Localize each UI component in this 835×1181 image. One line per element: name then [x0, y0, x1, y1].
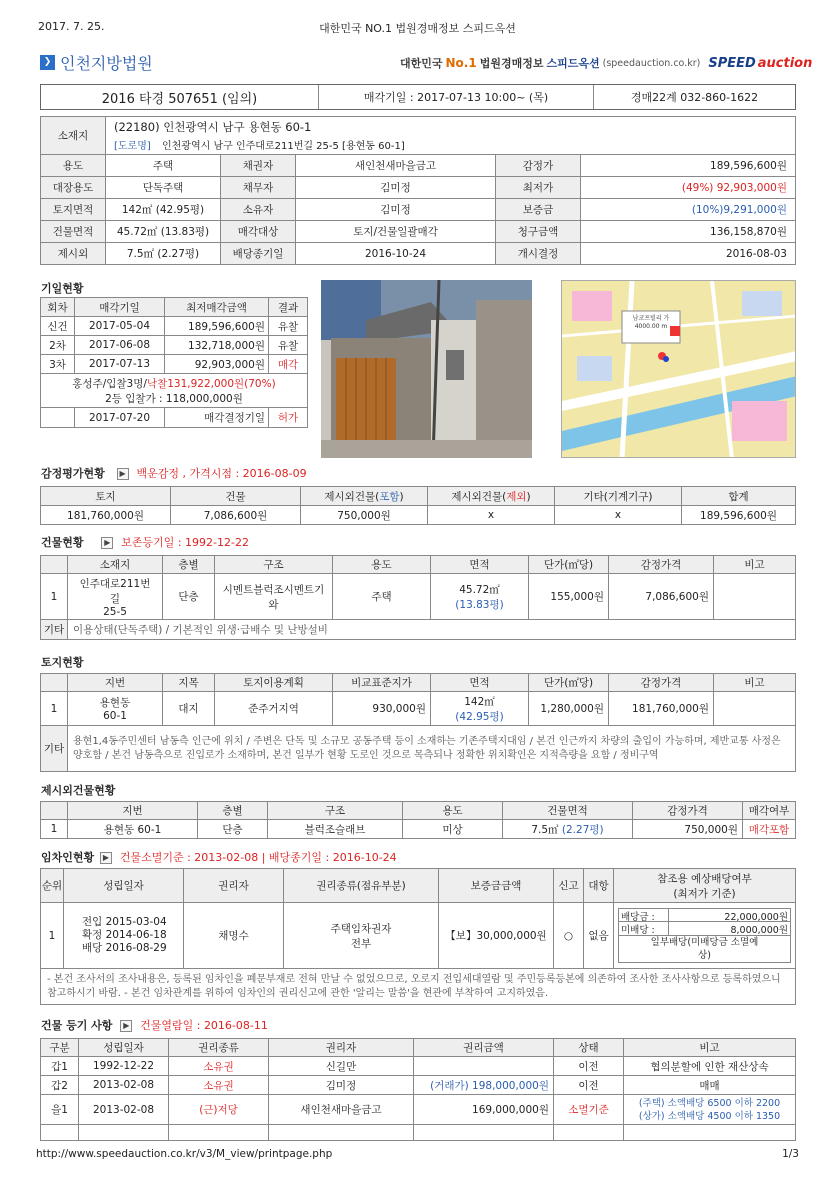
note-line: 매매 [699, 1079, 720, 1092]
tenant-header: 권리종류(점유부분) [284, 869, 439, 903]
play-icon[interactable]: ▶ [117, 468, 129, 480]
info-value: 주택 [106, 155, 221, 177]
building-header: 용도 [333, 556, 431, 574]
registry-holder: 새인천새마을금고 [269, 1095, 414, 1125]
info-value: 189,596,600원 [581, 155, 796, 177]
history-price: 132,718,000원 [165, 336, 269, 355]
etc-label: 기타 [41, 620, 68, 640]
decision-row [41, 408, 308, 428]
address-cell [106, 117, 796, 155]
extra-area [503, 820, 633, 839]
land-jibun [68, 692, 163, 726]
note-line: 상) [698, 950, 711, 961]
winner-info: 홍성주/입찰3명/ [72, 377, 147, 390]
appraisal-header: 기타(기계기구) [555, 487, 682, 506]
history-header: 최저매각금액 [165, 298, 269, 317]
registry-row [41, 1057, 796, 1076]
land-area [431, 692, 529, 726]
note-line: (주택) 소액배당 6500 이하 2200 [638, 1097, 781, 1109]
info-value: 2016-08-03 [581, 243, 796, 265]
info-value: 단독주택 [106, 177, 221, 199]
info-value: 142㎡ (42.95평) [106, 199, 221, 221]
info-value: 새인천새마을금고 [296, 155, 496, 177]
tenant-header: 성립일자 [64, 869, 184, 903]
extra-title: 제시외건물현황 [41, 784, 116, 797]
history-price: 189,596,600원 [165, 317, 269, 336]
land-header: 지목 [163, 674, 215, 692]
building-row [41, 574, 796, 620]
header-part: 제시외건물( [451, 490, 507, 503]
tenant-deposit: 【보】30,000,000원 [439, 903, 554, 969]
note-line: 일부배당(미배당금 소멸예 [650, 937, 759, 948]
info-row [41, 221, 796, 243]
history-title: 기일현황 [41, 282, 84, 295]
decision-date: 2017-07-20 [75, 408, 165, 428]
info-label: 최저가 [496, 177, 581, 199]
extra-header: 구조 [268, 802, 403, 820]
registry-header: 성립일자 [79, 1039, 169, 1057]
building-header: 비고 [714, 556, 796, 574]
tenant-confirm: 확정 2014-06-18 [82, 929, 167, 941]
registry-type: (근)저당 [169, 1095, 269, 1125]
extra-header: 감정가격 [633, 802, 743, 820]
land-header: 비교표준지가 [333, 674, 431, 692]
history-date: 2017-07-13 [75, 355, 165, 374]
registry-row [41, 1095, 796, 1125]
road-tag: [도로명] [114, 141, 151, 152]
land-row [41, 692, 796, 726]
land-table [40, 673, 796, 772]
court-heading [40, 52, 153, 72]
area-m2: 142㎡ [464, 695, 495, 708]
brand-banner [400, 52, 812, 74]
page-number: 1/3 [782, 1148, 799, 1160]
row-number: 1 [41, 820, 68, 839]
extra-building-table [40, 801, 796, 839]
tenant-dates [64, 903, 184, 969]
registry-holder: 김미정 [269, 1076, 414, 1095]
info-value: 45.72㎡ (13.83평) [106, 221, 221, 243]
deposit-value: (10%)9,291,000원 [581, 199, 796, 221]
appraisal-table [40, 486, 796, 525]
appraisal-value: 189,596,600원 [682, 506, 796, 525]
dividend-label: 배당금 : [619, 909, 669, 921]
map-label-a: 남코프빌리 가 [632, 315, 670, 322]
registry-date: 1992-12-22 [79, 1057, 169, 1076]
tenant-header [614, 869, 796, 903]
building-subtitle: 보존등기일 : 1992-12-22 [121, 536, 249, 549]
history-round: 신건 [41, 317, 75, 336]
info-label: 건물면적 [41, 221, 106, 243]
address-label: 소재지 [41, 117, 106, 155]
speed-logo: SPEED [708, 55, 756, 71]
info-label: 채무자 [221, 177, 296, 199]
header-part: 제시외건물( [324, 490, 380, 503]
extra-header: 건물면적 [503, 802, 633, 820]
second-bid: 2등 입찰가 : 118,000,000원 [105, 392, 243, 405]
extra-use: 미상 [403, 820, 503, 839]
registry-type: 소유권 [169, 1076, 269, 1095]
court-dept: 경매22계 032-860-1622 [630, 91, 759, 104]
arrow-icon: ❯ [40, 55, 55, 70]
history-result: 유찰 [269, 336, 308, 355]
photo-drawing [321, 280, 532, 458]
info-label: 토지면적 [41, 199, 106, 221]
info-label: 배당종기일 [221, 243, 296, 265]
building-header: 감정가격 [609, 556, 714, 574]
registry-kind: 을1 [41, 1095, 79, 1125]
history-round: 3차 [41, 355, 75, 374]
registry-blank-row [41, 1125, 796, 1141]
info-label: 개시결정 [496, 243, 581, 265]
registry-header: 구분 [41, 1039, 79, 1057]
brand-name: 스피드옥션 [546, 57, 600, 70]
appraisal-header: 합계 [682, 487, 796, 506]
info-value: 136,158,870원 [581, 221, 796, 243]
area-m2: 45.72㎡ [459, 583, 500, 596]
land-etc-row [41, 726, 796, 772]
extra-jibun: 용현동 60-1 [68, 820, 198, 839]
info-value: 토지/건물일괄매각 [296, 221, 496, 243]
row-number: 1 [41, 574, 68, 620]
registry-header: 권리종류 [169, 1039, 269, 1057]
tenant-subtitle: 건물소멸기준 : 2013-02-08 | 배당종기일 : 2016-10-24 [119, 851, 397, 864]
appraisal-title: 감정평가현황 [41, 467, 105, 480]
address-line2: 인천광역시 남구 인주대로211번길 25-5 [용현동 60-1] [161, 141, 405, 152]
history-result: 유찰 [269, 317, 308, 336]
tenant-row [41, 903, 796, 969]
building-use: 주택 [333, 574, 431, 620]
tenant-dividend: 배당 2016-08-29 [82, 942, 167, 954]
registry-type: 소유권 [169, 1057, 269, 1076]
header-part-excluded: 제외 [506, 490, 527, 503]
info-label: 대장용도 [41, 177, 106, 199]
decision-label: 매각결정기일 [165, 408, 269, 428]
kind-line: 전부 [350, 937, 372, 950]
history-date: 2017-05-04 [75, 317, 165, 336]
appraisal-value: x [428, 506, 555, 525]
appraisal-value: 181,760,000원 [41, 506, 171, 525]
registry-table [40, 1038, 796, 1141]
history-row [41, 336, 308, 355]
registry-subtitle: 건물열람일 : 2016-08-11 [140, 1019, 268, 1032]
registry-status: 이전 [554, 1076, 624, 1095]
registry-date: 2013-02-08 [79, 1095, 169, 1125]
undividend-value: 8,000,000원 [730, 925, 788, 936]
undividend-label: 미배당 : [619, 922, 669, 935]
registry-kind: 갑2 [41, 1076, 79, 1095]
jibun-line: 용현동 [99, 697, 131, 709]
land-unit-price: 1,280,000원 [529, 692, 609, 726]
road-address [114, 137, 795, 152]
land-plan: 준주거지역 [215, 692, 333, 726]
registry-date: 2013-02-08 [79, 1076, 169, 1095]
info-label: 보증금 [496, 199, 581, 221]
registry-note [624, 1076, 796, 1095]
header-line: (최저가 기준) [673, 887, 736, 900]
row-number: 1 [41, 903, 64, 969]
info-value: 2016-10-24 [296, 243, 496, 265]
sale-date: 매각기일 : 2017-07-13 10:00~ (목) [319, 85, 594, 109]
registry-amount [414, 1057, 554, 1076]
info-label: 제시외 [41, 243, 106, 265]
building-header: 소재지 [68, 556, 163, 574]
min-price-value: (49%) 92,903,000원 [581, 177, 796, 199]
court-name: 인천지방법원 [60, 53, 153, 73]
location-line: 25-5 [103, 605, 127, 618]
registry-title: 건물 등기 사항 [41, 1019, 113, 1032]
tenant-header: 보증금금액 [439, 869, 554, 903]
tenant-note: - 본건 조사서의 조사내용은, 등록된 임차인을 폐문부재로 전혀 만날 수 없었으므로, 오로지 전입세대열람 및 주민등록등본에 의존하여 조사한 조사사항으로 등록하였으니 참고하시기 바람. - 본건 임차관계를 위하여 임차인의 권리신고에 관한 '알리는 말씀'을 현관에 부착하여 고지하였음. [41, 969, 796, 1005]
extra-header: 층별 [198, 802, 268, 820]
tenant-dividend-box [614, 903, 796, 969]
appraisal-subtitle: 백운감정 , 가격시점 : 2016-08-09 [136, 467, 307, 480]
appraisal-heading [41, 465, 307, 481]
history-row [41, 317, 308, 336]
land-etc: 용현1,4동주민센터 남동측 인근에 위치 / 주변은 단독 및 소규모 공동주택 등이 소재하는 기존주택지대임 / 본건 인근까지 차량의 출입이 가능하며, 제반교통 사정은 양호함 / 본건 남동측으로 진입로가 소재하며, 본건 일부가 현황 도로인 것으로 목측되나 정확한 위치확인은 지적측량을 요함 / 정비구역 [68, 726, 796, 772]
map-drawing [562, 281, 796, 458]
tenant-note-row [41, 969, 796, 1005]
document-title: 대한민국 NO.1 법원경매정보 스피드옥션 [319, 22, 516, 35]
history-row [41, 355, 308, 374]
area-m2: 7.5㎡ [531, 823, 559, 836]
print-date: 2017. 7. 25. [38, 20, 105, 33]
auction-logo: auction [757, 55, 813, 71]
brand-text-2: 법원경매정보 [479, 57, 544, 70]
header-part: ) [399, 490, 404, 503]
appraisal-value: 7,086,600원 [171, 506, 301, 525]
building-appraised: 7,086,600원 [609, 574, 714, 620]
land-header: 단가(㎡당) [529, 674, 609, 692]
info-value: 7.5㎡ (2.27평) [106, 243, 221, 265]
location-line: 길 [109, 592, 121, 605]
brand-url: (speedauction.co.kr) [602, 57, 701, 69]
extra-header: 매각여부 [743, 802, 796, 820]
extra-header: 용도 [403, 802, 503, 820]
info-label: 매각대상 [221, 221, 296, 243]
header-part-included: 포함 [379, 490, 400, 503]
info-row [41, 155, 796, 177]
appraisal-header: 토지 [41, 487, 171, 506]
area-pyeong: (42.95평) [455, 710, 504, 723]
tenant-header: 권리자 [184, 869, 284, 903]
property-photo[interactable] [321, 280, 532, 458]
building-structure [215, 574, 333, 620]
appraisal-header [301, 487, 428, 506]
winning-bid-cell [41, 374, 308, 408]
brand-no1: No.1 [445, 56, 477, 70]
registry-note [624, 1095, 796, 1125]
tenant-header: 순위 [41, 869, 64, 903]
building-heading [41, 534, 249, 550]
map-label [625, 315, 677, 331]
location-line: 인주대로211번 [79, 577, 151, 590]
history-header: 회차 [41, 298, 75, 317]
land-jimok: 대지 [163, 692, 215, 726]
header-line: 참조용 예상배당여부 [657, 872, 752, 885]
history-header: 결과 [269, 298, 308, 317]
tenant-oppose: 없음 [584, 903, 614, 969]
building-etc: 이용상태(단독주택) / 기본적인 위생·급배수 및 난방설비 [68, 620, 796, 640]
extra-price: 750,000원 [633, 820, 743, 839]
tenant-header: 신고 [554, 869, 584, 903]
structure-line: 시멘트블럭조시멘트기 [222, 583, 325, 596]
map-label-b: 4000.00 m [634, 323, 668, 330]
etc-label: 기타 [41, 726, 68, 772]
tenant-holder: 채명수 [184, 903, 284, 969]
building-header: 면적 [431, 556, 529, 574]
dividend-line [618, 908, 791, 922]
address-line1: (22180) 인천광역시 남구 용현동 60-1 [114, 120, 312, 134]
extra-floor: 단층 [198, 820, 268, 839]
history-header: 매각기일 [75, 298, 165, 317]
registry-header: 권리자 [269, 1039, 414, 1057]
land-title: 토지현황 [41, 656, 84, 669]
extra-header: 지번 [68, 802, 198, 820]
building-unit-price: 155,000원 [529, 574, 609, 620]
registry-header: 권리금액 [414, 1039, 554, 1057]
building-area [431, 574, 529, 620]
note-line: 협의분할에 인한 재산상속 [650, 1060, 769, 1073]
info-row [41, 243, 796, 265]
building-location [68, 574, 163, 620]
structure-line: 와 [268, 598, 279, 611]
tenant-kind [284, 903, 439, 969]
registry-amount: (거래가) 198,000,000원 [414, 1076, 554, 1095]
row-number: 1 [41, 692, 68, 726]
case-number: 2016 타경 507651 (임의) [41, 85, 319, 109]
appraisal-header [428, 487, 555, 506]
tenant-heading [41, 849, 397, 865]
info-label: 소유자 [221, 199, 296, 221]
history-price: 92,903,000원 [165, 355, 269, 374]
appraisal-value: x [555, 506, 682, 525]
play-icon[interactable]: ▶ [100, 852, 112, 864]
registry-heading [41, 1017, 268, 1033]
play-icon[interactable]: ▶ [120, 1020, 132, 1032]
tenant-move-in: 전입 2015-03-04 [82, 916, 167, 928]
history-result: 매각 [269, 355, 308, 374]
land-header: 비고 [714, 674, 796, 692]
tenant-report: ○ [554, 903, 584, 969]
land-header: 지번 [68, 674, 163, 692]
dividend-value: 22,000,000원 [724, 912, 788, 923]
registry-header: 비고 [624, 1039, 796, 1057]
tenant-table [40, 868, 796, 1005]
appraisal-header: 건물 [171, 487, 301, 506]
registry-amount: 169,000,000원 [414, 1095, 554, 1125]
history-round: 2차 [41, 336, 75, 355]
appraisal-row [41, 506, 796, 525]
info-row [41, 177, 796, 199]
history-table [40, 297, 308, 428]
kind-line: 주택임차권자 [330, 922, 392, 935]
info-label: 청구금액 [496, 221, 581, 243]
info-label: 감정가 [496, 155, 581, 177]
land-std-price: 930,000원 [333, 692, 431, 726]
building-header: 구조 [215, 556, 333, 574]
registry-note [624, 1057, 796, 1076]
tenant-header: 대항 [584, 869, 614, 903]
building-title: 건물현황 [41, 536, 84, 549]
registry-header: 상태 [554, 1039, 624, 1057]
area-pyeong: (2.27평) [561, 823, 604, 836]
brand-text-1: 대한민국 [400, 57, 443, 70]
info-value: 김미정 [296, 199, 496, 221]
building-floor: 단층 [163, 574, 215, 620]
building-table [40, 555, 796, 640]
info-label: 채권자 [221, 155, 296, 177]
appraisal-value: 750,000원 [301, 506, 428, 525]
winning-bid: 낙찰131,922,000원(70%) [146, 377, 276, 390]
property-info-table [40, 116, 796, 265]
registry-holder: 신길만 [269, 1057, 414, 1076]
info-value: 김미정 [296, 177, 496, 199]
registry-row [41, 1076, 796, 1095]
land-header: 토지이용계획 [215, 674, 333, 692]
jibun-line: 60-1 [103, 710, 127, 722]
dividend-note [618, 936, 791, 963]
extra-row [41, 820, 796, 839]
tenant-title: 임차인현황 [41, 851, 95, 864]
header-part: ) [526, 490, 531, 503]
area-pyeong: (13.83평) [455, 598, 504, 611]
play-icon[interactable]: ▶ [101, 537, 113, 549]
case-header [40, 84, 796, 110]
building-etc-row [41, 620, 796, 640]
note-line: (상가) 소액배당 4500 이하 1350 [638, 1110, 781, 1122]
extra-structure: 블럭조슬래브 [268, 820, 403, 839]
decision-result: 허가 [269, 408, 308, 428]
info-label: 용도 [41, 155, 106, 177]
land-header: 감정가격 [609, 674, 714, 692]
history-date: 2017-06-08 [75, 336, 165, 355]
building-header: 층별 [163, 556, 215, 574]
land-appraised: 181,760,000원 [609, 692, 714, 726]
extra-sale-status: 매각포함 [743, 820, 796, 839]
footer-url[interactable]: http://www.speedauction.co.kr/v3/M_view/printpage.php [36, 1148, 333, 1160]
building-header: 단가(㎡당) [529, 556, 609, 574]
registry-status: 소멸기준 [554, 1095, 624, 1125]
info-row [41, 199, 796, 221]
location-map[interactable] [561, 280, 796, 458]
undividend-line [618, 922, 791, 936]
registry-kind: 갑1 [41, 1057, 79, 1076]
registry-status: 이전 [554, 1057, 624, 1076]
land-header: 면적 [431, 674, 529, 692]
